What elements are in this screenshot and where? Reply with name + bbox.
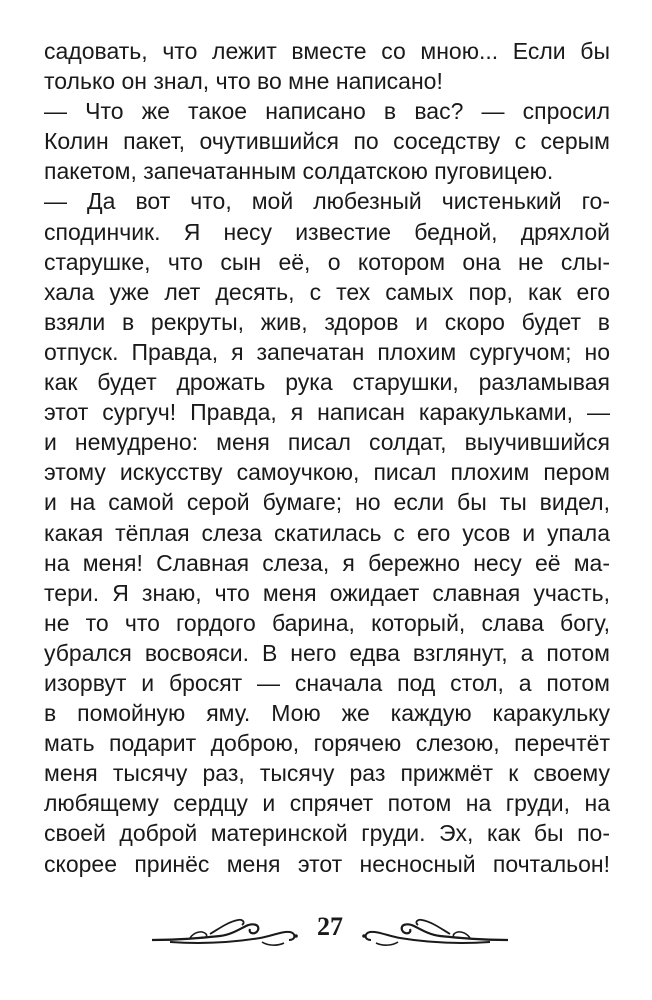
page-text	[44, 36, 610, 879]
text-line-26: любящему сердцу и спрячет потом на груди, на	[44, 790, 610, 817]
text-line-23: в помойную яму. Мою же каждую каракульку	[44, 700, 610, 727]
page-footer	[150, 910, 510, 954]
text-line-10: взяли в рекруты, жив, здоров и скоро будет в	[44, 308, 610, 335]
text-line-21: убрался восвояси. В него едва взглянут, а потом	[44, 639, 610, 666]
text-line-16: и на самой серой бумаге; но если бы ты видел,	[44, 489, 610, 516]
text-line-2: только он знал, что во мне написано!	[44, 68, 443, 95]
text-line-1: садовать, что лежит вместе со мною... Если бы	[44, 38, 610, 64]
text-line-22: изорвут и бросят — сначала под стол, а потом	[44, 669, 610, 696]
text-line-25: меня тысячу раз, тысячу раз прижмёт к своему	[44, 760, 610, 787]
text-line-15: этому искусству самоучкою, писал плохим пером	[44, 459, 610, 486]
text-line-24: мать подарит доброю, горячею слезою, перечтёт	[44, 730, 610, 757]
text-line-19: тери. Я знаю, что меня ожидает славная участь,	[44, 579, 610, 606]
text-line-8: старушке, что сын её, о котором она не слы-	[44, 248, 610, 275]
text-line-3: — Что же такое написано в вас? — спросил	[44, 98, 610, 125]
text-line-28: скорее принёс меня этот несносный почтальон!	[44, 850, 610, 877]
text-line-27: своей доброй материнской груди. Эх, как бы по-	[44, 820, 610, 847]
text-line-11: отпуск. Правда, я запечатан плохим сургучом; но	[44, 338, 610, 365]
text-line-6: — Да вот что, мой любезный чистенький го-	[44, 188, 610, 215]
page-number: 27	[317, 912, 343, 941]
text-line-4: Колин пакет, очутившийся по соседству с серым	[44, 128, 610, 155]
vignette-ornament-left-icon	[150, 916, 300, 948]
text-line-20: не то что гордого барина, который, слава богу,	[44, 609, 610, 636]
text-line-12: как будет дрожать рука старушки, разламывая	[44, 369, 610, 396]
text-line-7: сподинчик. Я несу известие бедной, дряхлой	[44, 218, 610, 245]
text-line-5: пакетом, запечатанным солдатскою пуговицею.	[44, 158, 554, 185]
text-line-9: хала уже лет десять, с тех самых пор, как его	[44, 278, 610, 305]
text-line-17: какая тёплая слеза скатилась с его усов и упала	[44, 519, 610, 546]
text-line-13: этот сургуч! Правда, я написан каракульками, —	[44, 399, 610, 426]
text-line-18: на меня! Славная слеза, я бережно несу её ма-	[44, 549, 610, 576]
vignette-ornament-right-icon	[360, 916, 510, 948]
text-line-14: и немудрено: меня писал солдат, выучившийся	[44, 429, 610, 456]
